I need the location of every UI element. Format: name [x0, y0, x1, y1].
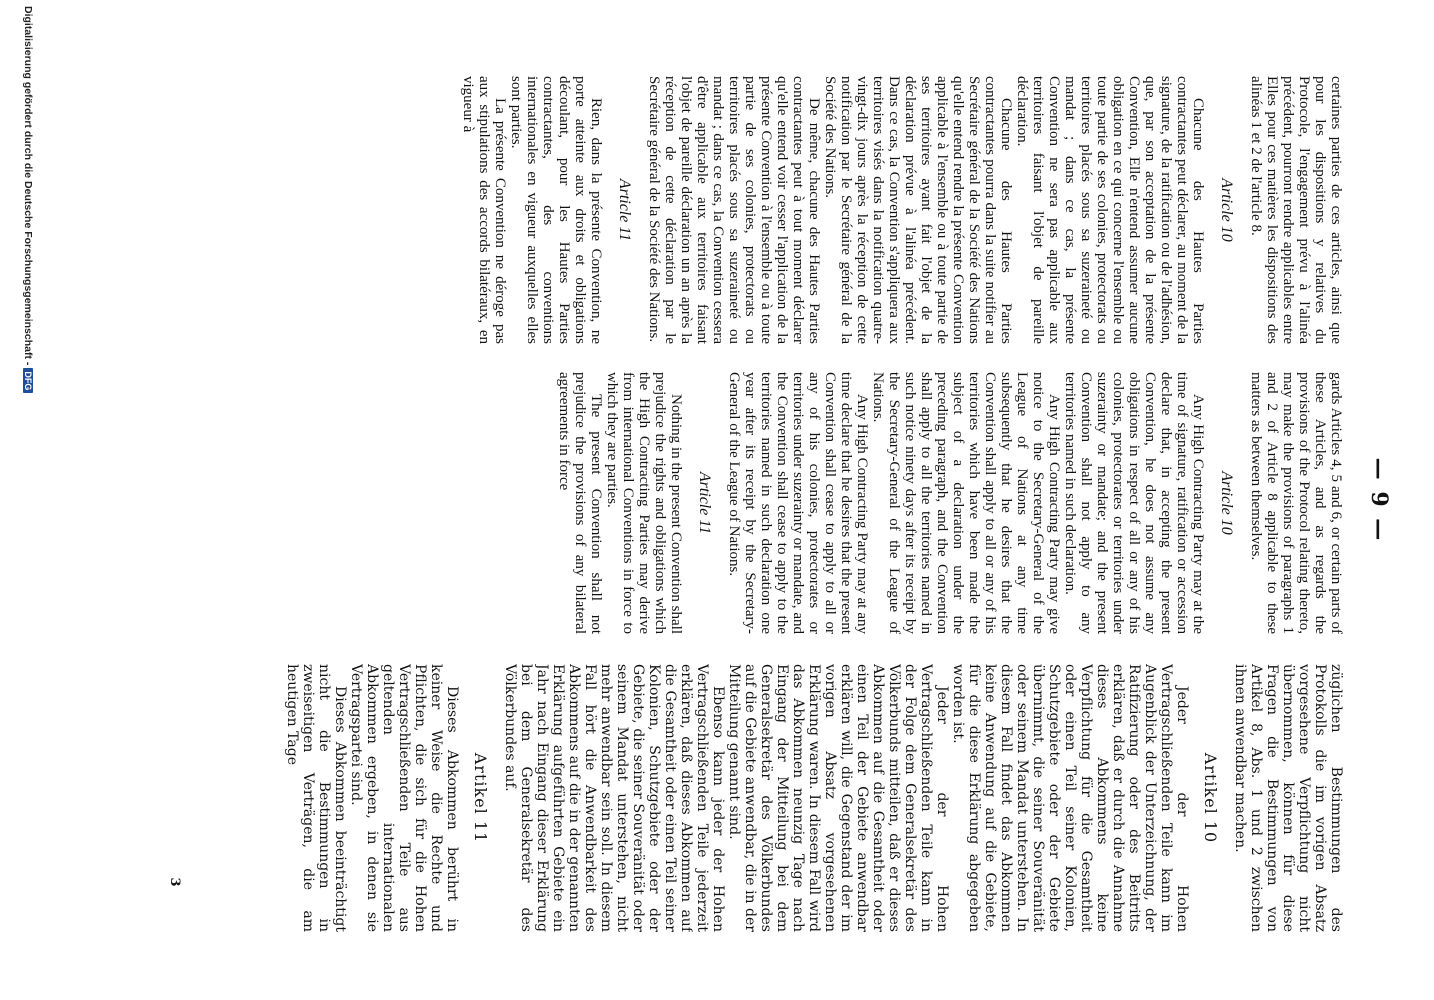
french-article-11-paragraph-2: La présente Convention ne déroge pas aux stipulations des accords bilatéraux, en vigueur à	[460, 76, 508, 344]
english-article-11-paragraph-1: Nothing in the present Convention shall prejudice the rights and obligations which the High Contracting Parties may derive from international Conventions in force to which they are parties.	[604, 372, 684, 634]
french-article-10-heading: Article 10	[1218, 178, 1235, 242]
german-article-11-paragraph-2: Dieses Abkommen beeinträchtigt nicht die Bestimmungen in zweiseitigen Verträgen, die am heutigen Tage	[284, 664, 348, 932]
french-article-11-heading: Article 11	[616, 178, 633, 242]
german-article-10-paragraph-2: Jeder der Hohen Vertragschließenden Teile kann in der Folge dem Generalsekretär des Völkerbunds mitteilen, daß er dieses Abkommen auf die Gesamtheit oder einen Teil der Gebiete anwendbar erklären will, die Gegenstand der im vorigen Absatz vorgesehenen Erklärung waren. In diesem Fall wird das Abkommen neunzig Tage nach Eingang der Mitteilung bei dem Generalsekretär des Völkerbundes auf die Gebiete anwendbar, die in der Mitteilung genannt sind.	[726, 664, 950, 932]
german-column	[184, 664, 1344, 932]
french-article-10-paragraph-1: Chacune des Hautes Parties contractantes peut déclarer, au moment de la signature, de la ratification ou de l'adhésion, que, par son acceptation de la présente Convention, Elle n'entend assumer aucune obligation en ce qui concerne l'ensemble ou toute partie de ses colonies, protectorats ou territoires placés sous sa suzeraineté ou mandat ; dans ce cas, la présente Convention ne sera pas applicable aux territoires faisant l'objet de pareille déclaration.	[1014, 76, 1206, 344]
german-article-11-heading: Artikel 11	[471, 752, 490, 844]
french-continued-paragraph: certaines parties de ces articles, ainsi que pour les dispositions y relatives du Protocole, l'engagement prévu à l'alinéa précédent, pourront rendre applicables entre Elles pour ces matières les dispositions des alinéas 1 et 2 de l'article 8.	[1248, 76, 1344, 344]
dfg-logo: DFG	[23, 368, 33, 393]
english-article-10-paragraph-2: Any High Contracting Party may give notice to the Secretary-General of the League of Nations at any time subsequently that he desires that the Convention shall apply to all or any of his territories which have been made the subject of a declaration under the preceding paragraph, and the Convention shall apply to all the territories named in such notice ninety days after its receipt by the Secretary-General of the League of Nations.	[870, 372, 1062, 634]
english-article-10-heading: Article 10	[1218, 471, 1235, 535]
french-column	[184, 76, 1344, 344]
credit-text: Digitalisierung gefördert durch die Deutsche Forschungsgemeinschaft -	[22, 6, 34, 366]
french-article-10-paragraph-3: De même, chacune des Hautes Parties contractantes peut à tout moment déclarer qu'elle entend voir cesser l'application de la présente Convention à l'ensemble ou à toute partie de ses colonies, protectorats ou territoires placés sous sa suzeraineté ou mandat ; dans ce cas, la Convention cessera d'être applicable aux territoires faisant l'objet de pareille déclaration un an après la réception de cette déclaration par le Secrétaire général de la Société des Nations.	[646, 76, 822, 344]
english-article-10-paragraph-3: Any High Contracting Party may at any time declare that he desires that the present Convention shall cease to apply to all or any of his colonies, protectorates or territories under suzerainty or mandate, and the Convention shall cease to apply to the territories named in such declaration one year after its receipt by the Secretary-General of the League of Nations.	[726, 372, 870, 634]
english-continued-paragraph: gards Articles 4, 5 and 6, or certain parts of these Articles, and as regards the provisions of the Protocol relating thereto, may make the provisions of paragraphs 1 and 2 of Article 8 applicable to these matters as between themselves.	[1248, 372, 1344, 634]
french-article-10-paragraph-2: Chacune des Hautes Parties contractantes pourra dans la suite notifier au Secrétaire général de la Société des Nations qu'elle entend rendre la présente Convention applicable à l'ensemble ou à toute partie de ses territoires ayant fait l'objet de la déclaration prévue à l'alinéa précédent. Dans ce cas, la Convention s'appliquera aux territoires visés dans la notification quatre-vingt-dix jours après la réception de cette notification par le Secrétaire général de la Société des Nations.	[822, 76, 1014, 344]
english-article-10-paragraph-1: Any High Contracting Party may at the time of signature, ratification or accession declare that, in accepting the present Convention, he does not assume any obligations in respect of all or any of his colonies, protectorates or territories under suzerainty or mandate; and the present Convention shall not apply to any territories named in such declaration.	[1062, 372, 1206, 634]
page-number-header: — 9 —	[1366, 457, 1392, 543]
german-continued-paragraph: züglichen Bestimmungen des Protokolls die im vorigen Absatz vorgesehene Verpflichtung nicht übernommen, können für diese Fragen die Bestimmungen von Artikel 8, Abs. 1 und 2 zwischen ihnen anwendbar machen.	[1232, 664, 1344, 932]
french-article-11-paragraph-1: Rien, dans la présente Convention, ne porte atteinte aux droits et obligations découlant, pour les Hautes Parties contractantes, des conventions internationales en vigueur auxquelles elles sont parties.	[508, 76, 604, 344]
digitization-credit	[22, 6, 34, 994]
english-article-11-heading: Article 11	[696, 471, 713, 535]
german-article-11-paragraph-1: Dieses Abkommen berührt in keiner Weise die Rechte und Pflichten, die sich für die Hohen Vertragschließenden Teile aus geltenden internationalen Abkommen ergeben, in denen sie Vertragspartei sind.	[348, 664, 460, 932]
english-column	[184, 372, 1344, 634]
german-article-10-paragraph-1: Jeder der Hohen Vertragschließenden Teile kann im Augenblick der Unterzeichnung, der Ratifizierung oder des Beitritts erklären, daß er durch die Annahme dieses Abkommens keine Verpflichtung für die Gesamtheit oder einen Teil seiner Kolonien, Schutzgebiete oder der Gebiete übernimmt, die seiner Souveränität oder seinem Mandat unterstehen. In diesem Fall findet das Abkommen keine Anwendung auf die Gebiete, für die diese Erklärung abgegeben worden ist.	[950, 664, 1190, 932]
english-article-11-paragraph-2: The present Convention shall not prejudice the provisions of any bilateral agreements in force	[556, 372, 604, 634]
german-article-10-paragraph-3: Ebenso kann jeder der Hohen Vertragschließenden Teile jederzeit erklären, daß dieses Abkommen auf die Gesamtheit oder einen Teil seiner Kolonien, Schutzgebiete oder der Gebiete, die seiner Souveränität oder seinem Mandat unterstehen, nicht mehr anwendbar sein soll. In diesem Fall hört die Anwendbarkeit des Abkommens auf die in der genannten Erklärung aufgeführten Gebiete ein Jahr nach Eingang dieser Erklärung bei dem Generalsekretär des Völkerbundes auf.	[502, 664, 726, 932]
page-folio: 3	[167, 877, 182, 887]
german-article-10-heading: Artikel 10	[1201, 752, 1220, 844]
